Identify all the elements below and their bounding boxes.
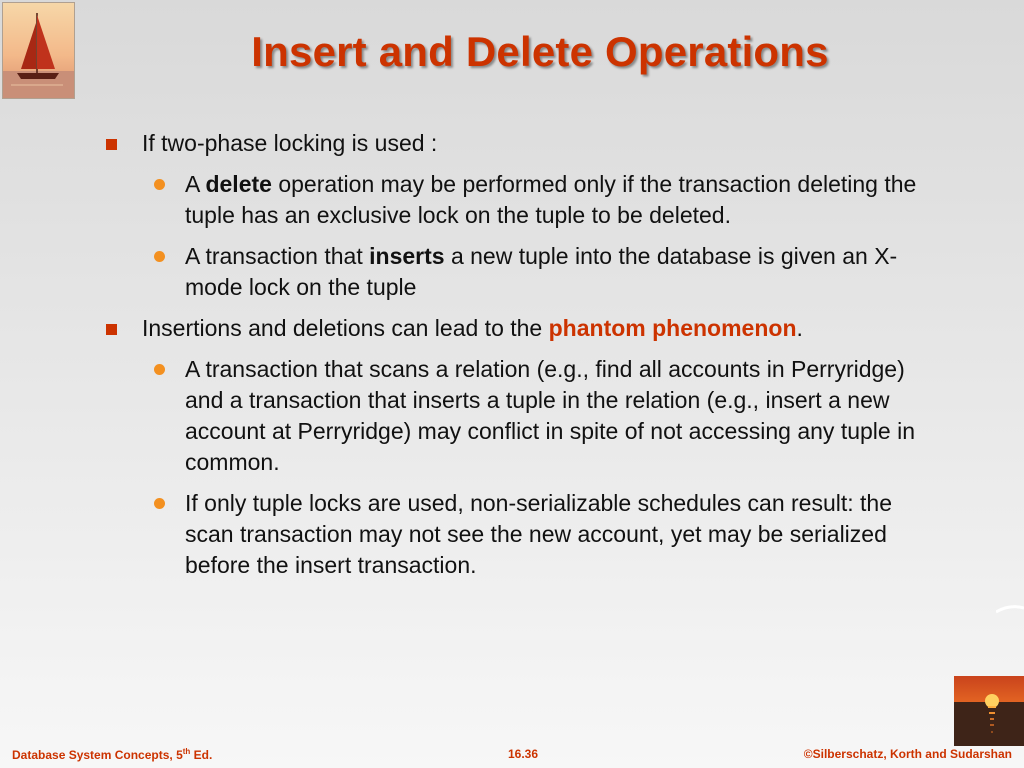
- sub-bullet-inserts: [100, 241, 945, 303]
- sub-bullet-scan-conflict: [100, 354, 945, 478]
- footer-book-title: [12, 747, 212, 762]
- sub-bullet-text: If only tuple locks are used, non-serializable schedules can result: the scan transaction may not see the new account, yet may be serialized before the insert transaction.: [185, 490, 893, 578]
- footer-edition-text: Ed.: [190, 748, 213, 762]
- sub-bullet-text: operation may be performed only if the transaction deleting the tuple has an exclusive lock on the tuple to be deleted.: [185, 171, 917, 228]
- sub-bullet-text: A: [185, 171, 206, 197]
- footer-book-title-text: Database System Concepts, 5: [12, 748, 183, 762]
- bullet-text: If two-phase locking is used :: [142, 130, 438, 156]
- dot-bullet-icon: [154, 251, 165, 262]
- decorative-swoosh: [996, 600, 1024, 620]
- dot-bullet-icon: [154, 498, 165, 509]
- sub-bullet-delete: [100, 169, 945, 231]
- sub-bullet-text: A transaction that: [185, 243, 370, 269]
- footer-copyright: ©Silberschatz, Korth and Sudarshan: [803, 747, 1012, 761]
- phantom-phenomenon-highlight: phantom phenomenon: [548, 315, 797, 341]
- bullet-text: Insertions and deletions can lead to the: [142, 315, 549, 341]
- square-bullet-icon: [106, 139, 117, 150]
- dot-bullet-icon: [154, 179, 165, 190]
- slide-title: Insert and Delete Operations: [251, 28, 829, 75]
- sub-bullet-tuple-locks: [100, 488, 945, 581]
- keyword-delete: delete: [205, 171, 272, 197]
- sailboat-image: [2, 2, 75, 99]
- bullet-text: .: [796, 315, 803, 341]
- sunset-image: [954, 676, 1024, 746]
- bullet-two-phase-locking: [100, 128, 960, 159]
- bullet-phantom-phenomenon: [100, 313, 960, 344]
- dot-bullet-icon: [154, 364, 165, 375]
- footer-page-number: 16.36: [508, 747, 539, 761]
- keyword-inserts: inserts: [369, 243, 445, 269]
- square-bullet-icon: [106, 324, 117, 335]
- slide-content: [100, 128, 960, 591]
- footer-superscript: th: [182, 747, 191, 756]
- sub-bullet-text: a new tuple into the database is given an X-mode lock on the tuple: [185, 243, 898, 300]
- sub-bullet-text: A transaction that scans a relation (e.g., find all accounts in Perryridge) and a transaction that inserts a tuple in the relation (e.g., insert a new account at Perryridge) may conflict in spite of not accessing any tuple in common.: [185, 356, 915, 475]
